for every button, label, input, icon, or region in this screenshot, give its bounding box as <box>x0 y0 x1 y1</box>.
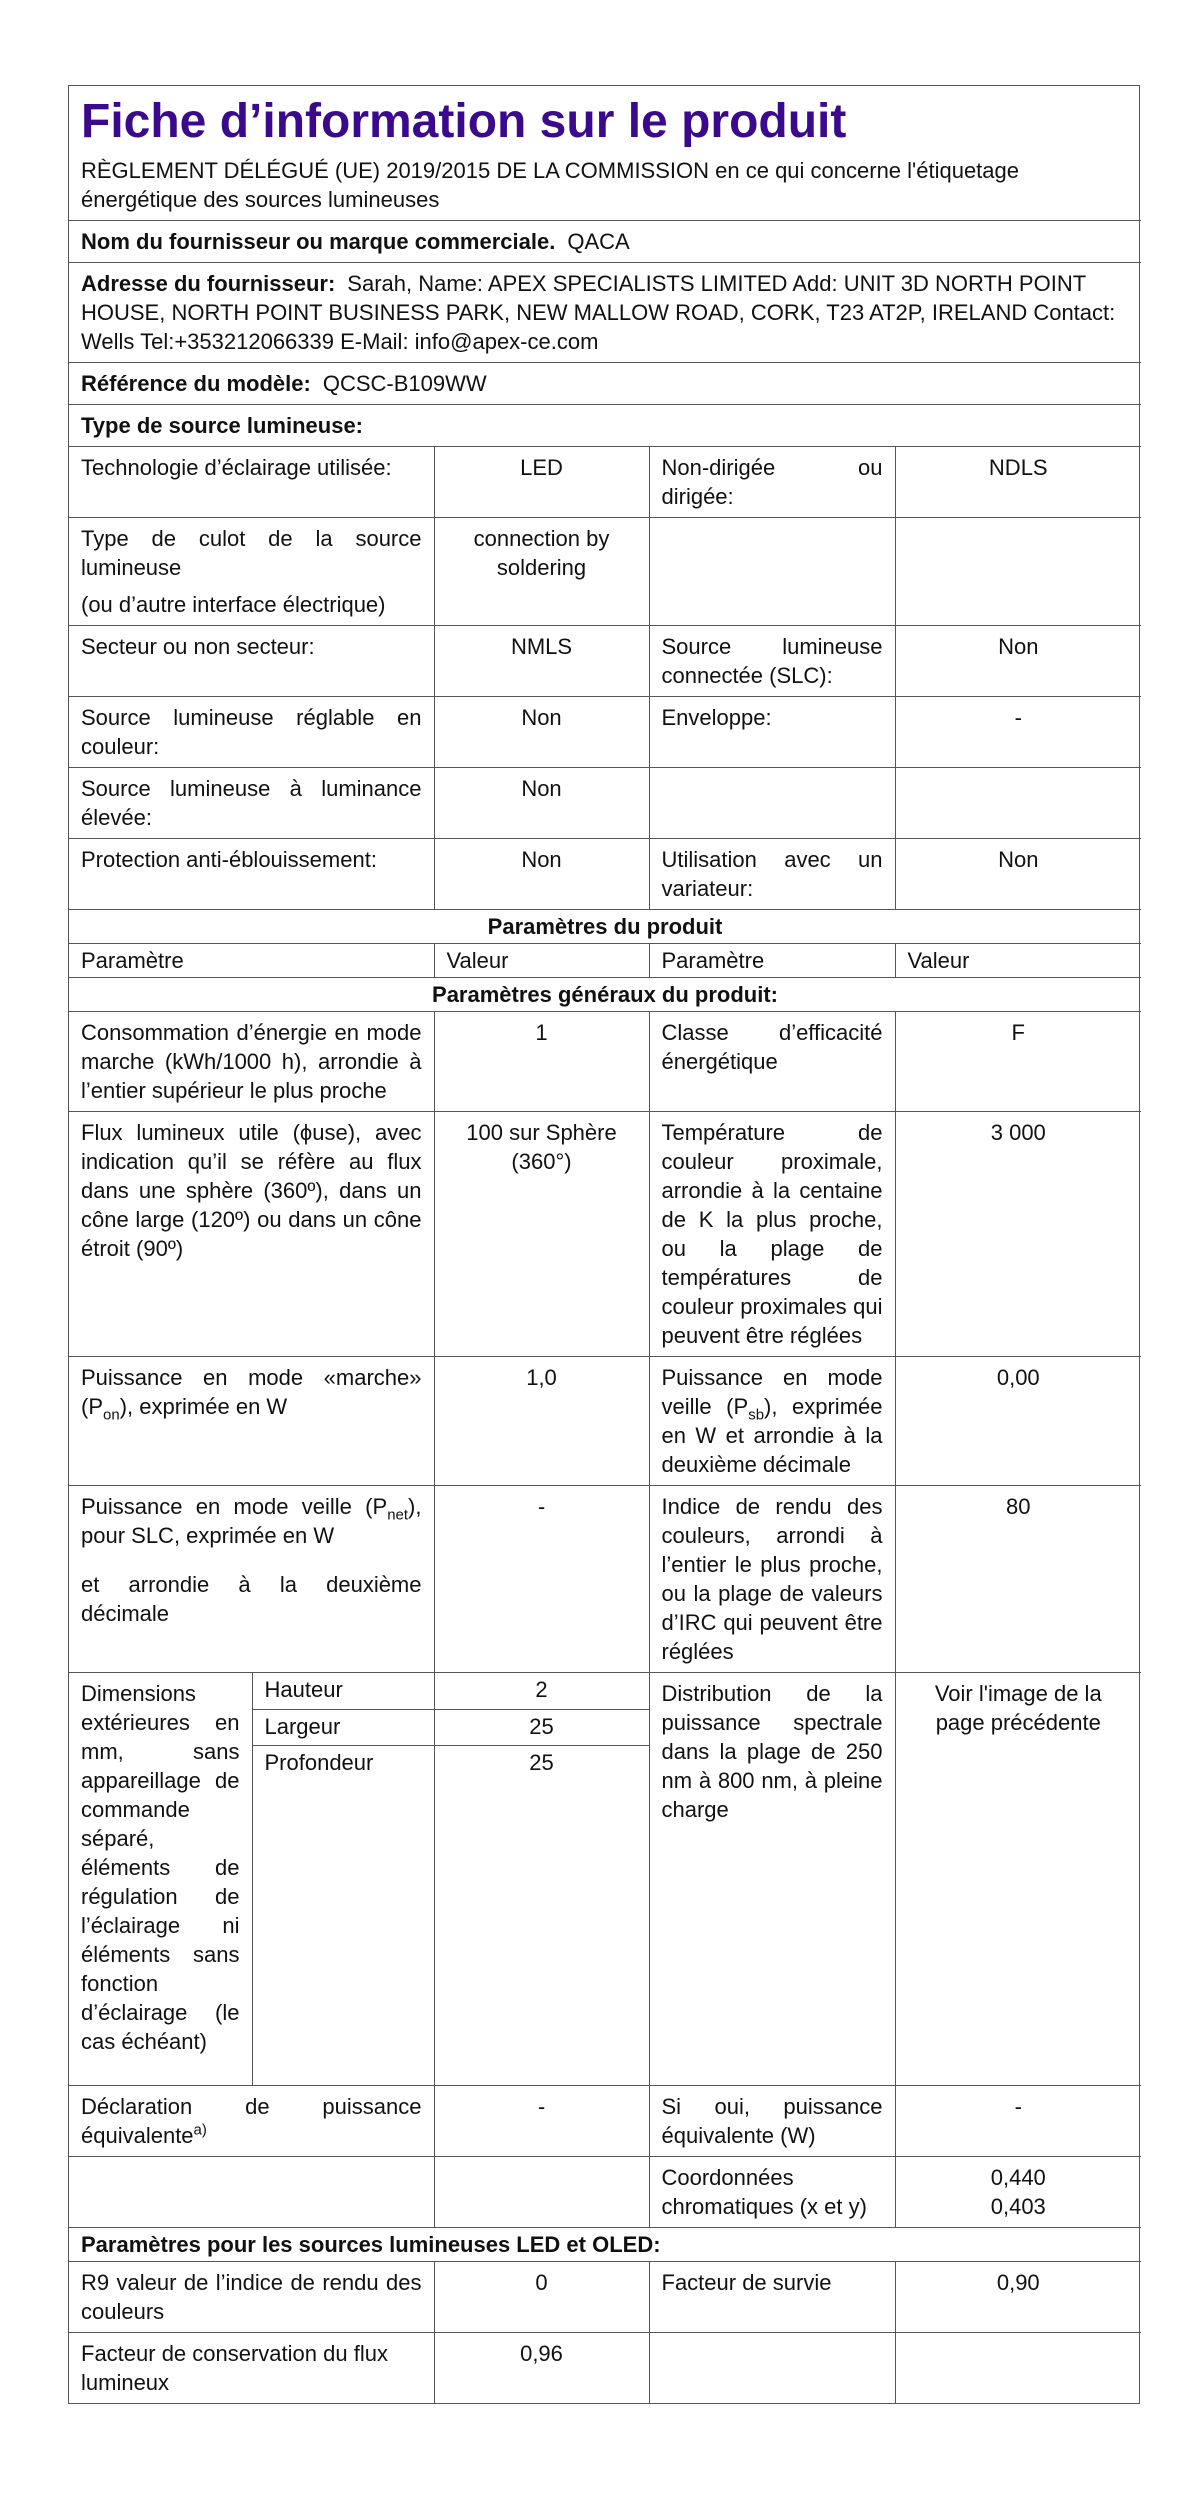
dimmer-label: Utilisation avec un variateur: <box>649 839 895 910</box>
general-params-heading: Paramètres généraux du produit: <box>69 978 1141 1012</box>
source-type-heading: Type de source lumineuse: <box>69 405 1141 447</box>
luminous-flux-label: Flux lumineux utile (ϕuse), avec indication qu’il se réfère au flux dans une sphère (360º), dans un cône large (120º) ou dans un cône étroit (90º) <box>69 1112 434 1357</box>
standby-power-label: Puissance en mode veille $(P_{sb})$, exprimée en W et arrondie à la deuxième décimale <box>649 1357 895 1486</box>
width-value: 25 <box>434 1709 649 1746</box>
high-luminance-value: Non <box>434 768 649 839</box>
cap-type-label-note: (ou d’autre interface électrique) <box>81 592 386 617</box>
slc-label: Source lumineuse connectée (SLC): <box>649 626 895 697</box>
empty-cell <box>434 2157 649 2228</box>
cct-value: 3 000 <box>895 1112 1141 1357</box>
chromaticity-value <box>895 2157 1141 2228</box>
supplier-address-row <box>69 263 1141 363</box>
efficiency-class-label: Classe d’efficacité énergétique <box>649 1012 895 1112</box>
cri-value: 80 <box>895 1486 1141 1673</box>
networked-standby-value: - <box>434 1486 649 1673</box>
mains-label: Secteur ou non secteur: <box>69 626 434 697</box>
width-label: Largeur <box>252 1709 434 1746</box>
chromaticity-x: 0,440 <box>990 2165 1046 2190</box>
led-params-heading: Paramètres pour les sources lumineuses LED et OLED: <box>69 2228 1141 2262</box>
dimensions-label: Dimensions extérieures en mm, sans appareillage de commande séparé, éléments de régulation de l’éclairage ni éléments sans fonction d’éclairage (le cas échéant) <box>69 1673 252 2086</box>
mains-value: NMLS <box>434 626 649 697</box>
page-title: Fiche d’information sur le produit <box>81 95 847 148</box>
empty-cell <box>69 2157 434 2228</box>
product-sheet-table <box>69 86 1141 2403</box>
slc-value: Non <box>895 626 1141 697</box>
r9-value: 0 <box>434 2262 649 2333</box>
efficiency-class-value: F <box>895 1012 1141 1112</box>
empty-cell <box>895 518 1141 626</box>
col-header-param-2: Paramètre <box>649 944 895 978</box>
lumen-maintenance-label: Facteur de conservation du flux lumineux <box>69 2333 434 2404</box>
model-reference-value: QCSC-B109WW <box>322 371 487 396</box>
on-mode-power-value: 1,0 <box>434 1357 649 1486</box>
col-header-param: Paramètre <box>69 944 434 978</box>
supplier-name-row <box>69 221 1141 263</box>
energy-consumption-value: 1 <box>434 1012 649 1112</box>
equivalent-watt-label: Si oui, puissance équivalente (W) <box>649 2086 895 2157</box>
on-mode-power-label: Puissance en mode «marche» $(P_{on})$, exprimée en W <box>69 1357 434 1486</box>
directed-value: NDLS <box>895 447 1141 518</box>
height-label: Hauteur <box>252 1673 434 1710</box>
empty-cell <box>649 768 895 839</box>
header-cell <box>69 86 1141 221</box>
empty-cell <box>649 2333 895 2404</box>
envelope-value: - <box>895 697 1141 768</box>
glare-value: Non <box>434 839 649 910</box>
survival-factor-label: Facteur de survie <box>649 2262 895 2333</box>
cri-label: Indice de rendu des couleurs, arrondi à l’entier le plus proche, ou la plage de valeurs d’IRC qui peuvent être réglées <box>649 1486 895 1673</box>
chromaticity-label: Coordonnées chromatiques (x et y) <box>649 2157 895 2228</box>
glare-label: Protection anti-éblouissement: <box>69 839 434 910</box>
depth-value: 25 <box>434 1746 649 2086</box>
empty-cell <box>649 518 895 626</box>
r9-label: R9 valeur de l’indice de rendu des couleurs <box>69 2262 434 2333</box>
product-information-sheet <box>68 85 1140 2404</box>
standby-power-value: 0,00 <box>895 1357 1141 1486</box>
supplier-address-value: Sarah, Name: APEX SPECIALISTS LIMITED Add: UNIT 3D NORTH POINT HOUSE, NORTH POINT BUSINESS PARK, NEW MALLOW ROAD, CORK, T23 AT2P, IRELAND Contact: Wells Tel:+353212066339 E-Mail: info@apex-ce.com <box>81 271 1116 354</box>
colour-tunable-label: Source lumineuse réglable en couleur: <box>69 697 434 768</box>
directed-label: Non-dirigée ou dirigée: <box>649 447 895 518</box>
equivalent-power-label: Déclaration de puissance équivalente$^{a)}$ <box>69 2086 434 2157</box>
cap-type-label: Type de culot de la source lumineuse <box>81 526 422 580</box>
chromaticity-y: 0,403 <box>990 2194 1046 2219</box>
product-params-heading: Paramètres du produit <box>69 910 1141 944</box>
height-value: 2 <box>434 1673 649 1710</box>
model-reference-label: Référence du modèle: <box>81 371 311 396</box>
spectral-distribution-value: Voir l'image de la page précédente <box>895 1673 1141 2086</box>
lumen-maintenance-value: 0,96 <box>434 2333 649 2404</box>
empty-cell <box>895 768 1141 839</box>
supplier-name-value: QACA <box>567 229 630 254</box>
colour-tunable-value: Non <box>434 697 649 768</box>
supplier-name-label: Nom du fournisseur ou marque commerciale. <box>81 229 556 254</box>
depth-label: Profondeur <box>252 1746 434 2086</box>
high-luminance-label: Source lumineuse à luminance élevée: <box>69 768 434 839</box>
equivalent-watt-value: - <box>895 2086 1141 2157</box>
cct-label: Température de couleur proximale, arrondie à la centaine de K la plus proche, ou la plage de températures de couleur proximales qui peuvent être réglées <box>649 1112 895 1357</box>
cap-type-value: connection by soldering <box>434 518 649 626</box>
survival-factor-value: 0,90 <box>895 2262 1141 2333</box>
tech-label: Technologie d’éclairage utilisée: <box>69 447 434 518</box>
equivalent-power-value: - <box>434 2086 649 2157</box>
cap-type-cell <box>69 518 434 626</box>
spectral-distribution-label: Distribution de la puissance spectrale dans la plage de 250 nm à 800 nm, à pleine charge <box>649 1673 895 2086</box>
dimmer-value: Non <box>895 839 1141 910</box>
col-header-value-2: Valeur <box>895 944 1141 978</box>
tech-value: LED <box>434 447 649 518</box>
col-header-value: Valeur <box>434 944 649 978</box>
regulation-text: RÈGLEMENT DÉLÉGUÉ (UE) 2019/2015 DE LA COMMISSION en ce qui concerne l'étiquetage énergétique des sources lumineuses <box>81 158 1019 212</box>
model-reference-row <box>69 363 1141 405</box>
networked-standby-label: Puissance en mode veille $(P_{net})$, pour SLC, exprimée en W et arrondie à la deuxième décimale <box>69 1486 434 1673</box>
supplier-address-label: Adresse du fournisseur: <box>81 271 336 296</box>
empty-cell <box>895 2333 1141 2404</box>
energy-consumption-label: Consommation d’énergie en mode marche (kWh/1000 h), arrondie à l’entier supérieur le plus proche <box>69 1012 434 1112</box>
envelope-label: Enveloppe: <box>649 697 895 768</box>
luminous-flux-value: 100 sur Sphère (360°) <box>434 1112 649 1357</box>
